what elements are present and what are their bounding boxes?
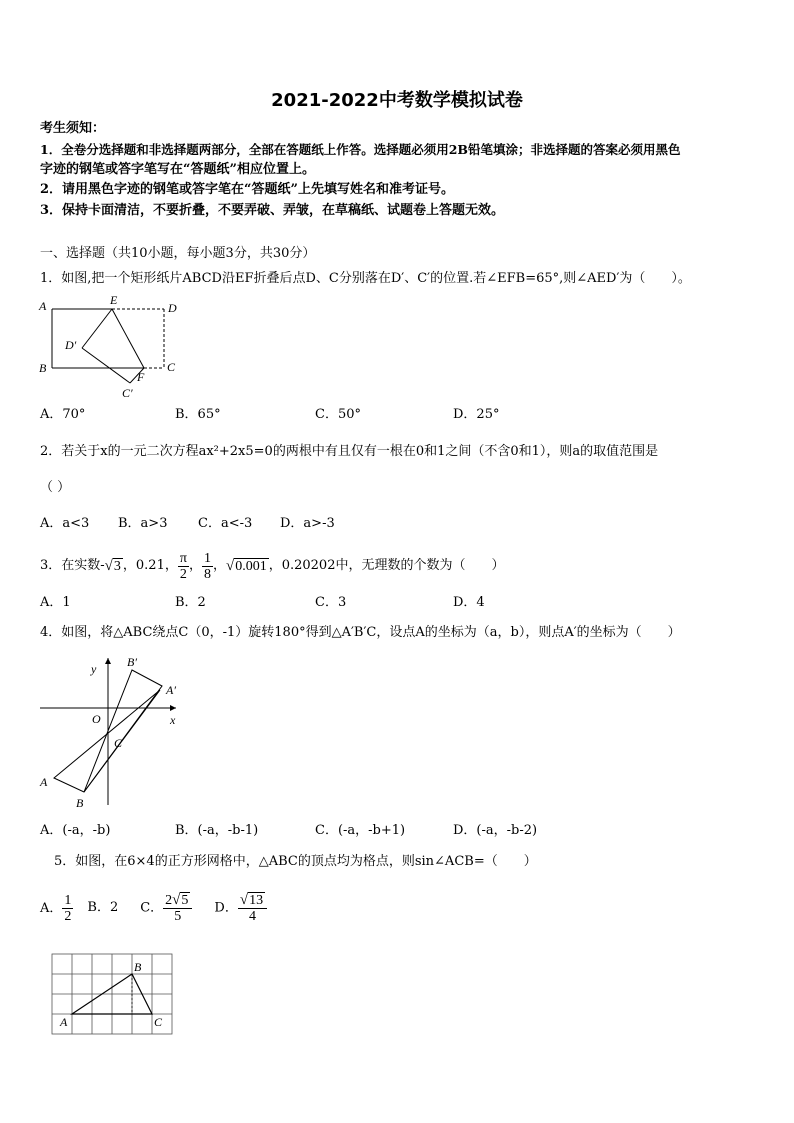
fraction-denominator: 5 (174, 909, 182, 924)
question-5-option-c[interactable] (140, 892, 192, 924)
question-4-figure (36, 650, 186, 810)
fraction-1-over-2 (62, 893, 73, 924)
notice-item-2: 2．请用黑色字迹的钢笔或答字笔在“答题纸”上先填写姓名和准考证号。 (40, 182, 455, 197)
label-C: C (154, 1015, 163, 1029)
label-D: D (168, 301, 177, 315)
sqrt-icon: √ (225, 558, 235, 574)
question-5-grid-figure (46, 948, 186, 1040)
fraction-denominator: 2 (179, 566, 187, 582)
question-5-option-a[interactable] (40, 893, 73, 924)
question-5-option-b[interactable]: B．2 (87, 900, 119, 915)
fraction-1-over-8 (202, 551, 213, 582)
question-2-option-d[interactable]: D．a>-3 (280, 516, 335, 531)
notice-item-3: 3．保持卡面清洁，不要折叠，不要弄破、弄皱，在草稿纸、试题卷上答题无效。 (40, 203, 505, 218)
question-1-stem: 1．如图,把一个矩形纸片ABCD沿EF折叠后点D、C分别落在D′、C′的位置.若∠EFB=65°,则∠AED′为（ ）。 (40, 271, 691, 286)
fraction-sqrt13-over-4 (238, 892, 267, 924)
question-2-stem: 2．若关于x的一元二次方程ax²+2x5=0的两根中有且仅有一根在0和1之间（不含0和1），则a的取值范围是 (40, 444, 659, 459)
label-B: B (39, 361, 47, 375)
question-3-radicand-2: 0.001 (235, 559, 267, 574)
option-a-label: A． (40, 900, 63, 916)
question-1-option-b[interactable]: B．65° (175, 407, 221, 422)
notice-item-1-cont: 字迹的钢笔或答字笔写在“答题纸”相应位置上。 (40, 162, 315, 177)
label-A: A (40, 775, 48, 789)
label-O: O (92, 712, 101, 726)
fraction-numerator: π (179, 550, 187, 566)
question-3-option-d[interactable]: D．4 (453, 595, 485, 610)
radicand: 13 (249, 893, 264, 908)
axis-label-y: y (91, 662, 97, 676)
question-4-option-a[interactable]: A．(-a，-b) (40, 823, 111, 838)
label-C-prime: C′ (122, 386, 133, 400)
page-title: 2021-2022中考数学模拟试卷 (271, 90, 523, 111)
question-1-option-c[interactable]: C．50° (315, 407, 361, 422)
label-A: A (39, 299, 47, 313)
label-C: C (167, 360, 176, 374)
sqrt-icon: √ (239, 892, 249, 908)
question-3-suffix: ，0.20202中，无理数的个数为（ ） (268, 558, 505, 573)
question-4-stem: 4．如图，将△ABC绕点C（0，-1）旋转180°得到△A′B′C，设点A的坐标为（a，b），则点A′的坐标为（ ） (40, 625, 681, 640)
fraction-numerator (163, 892, 192, 909)
label-A: A (60, 1015, 68, 1029)
fraction-numerator: 1 (203, 550, 211, 566)
label-A-prime: A′ (166, 683, 176, 697)
notice-item-1: 1．全卷分选择题和非选择题两部分，全部在答题纸上作答。选择题必须用2B铅笔填涂；非选择题的答案必须用黑色 (40, 142, 681, 157)
question-2-paren: （ ） (40, 480, 71, 495)
question-3-stem (40, 546, 504, 586)
question-2-option-c[interactable]: C．a<-3 (198, 516, 253, 531)
sqrt-icon: √ (172, 892, 181, 908)
question-3-radicand-1: 3 (113, 559, 121, 574)
label-B: B (134, 960, 142, 974)
question-5-option-d[interactable] (214, 892, 267, 924)
notice-heading: 考生须知： (40, 121, 106, 136)
fraction-2sqrt5-over-5 (163, 892, 192, 924)
fraction-denominator: 2 (64, 908, 72, 924)
fraction-pi-over-2 (178, 551, 189, 582)
question-1-option-a[interactable]: A．70° (40, 407, 86, 422)
question-3-option-b[interactable]: B．2 (175, 595, 206, 610)
sqrt-icon: √ (104, 558, 113, 574)
question-4-option-d[interactable]: D．(-a，-b-2) (453, 823, 538, 838)
question-3-sep-2: ， (188, 558, 202, 573)
question-1-figure (36, 293, 186, 403)
label-E: E (110, 293, 118, 307)
fraction-numerator (238, 892, 267, 909)
radicand: 5 (181, 893, 189, 908)
fraction-denominator: 4 (248, 909, 256, 924)
question-2-option-b[interactable]: B．a>3 (118, 516, 168, 531)
fraction-denominator: 8 (203, 566, 211, 582)
question-3-option-c[interactable]: C．3 (315, 595, 347, 610)
option-c-label: C． (140, 900, 164, 916)
question-3-sep-3: ， (212, 558, 226, 573)
question-3-prefix: 3．在实数- (40, 558, 105, 573)
axis-label-x: x (170, 713, 176, 727)
label-B-prime: B′ (127, 655, 137, 669)
question-5-options (40, 888, 267, 928)
label-C: C (114, 736, 123, 750)
question-3-sep-1: ，0.21， (122, 558, 178, 573)
fraction-numerator: 1 (64, 892, 72, 908)
question-4-option-b[interactable]: B．(-a，-b-1) (175, 823, 259, 838)
question-1-option-d[interactable]: D．25° (453, 407, 500, 422)
question-5-stem: 5．如图，在6×4的正方形网格中，△ABC的顶点均为格点，则sin∠ACB=（ ） (54, 854, 537, 869)
question-4-option-c[interactable]: C．(-a，-b+1) (315, 823, 406, 838)
label-D-prime: D′ (65, 338, 77, 352)
label-B: B (76, 796, 84, 810)
question-3-option-a[interactable]: A．1 (40, 595, 71, 610)
section-heading: 一、选择题（共10小题，每小题3分，共30分） (40, 246, 316, 261)
label-F: F (137, 370, 145, 384)
coefficient: 2 (165, 893, 173, 908)
option-d-label: D． (214, 900, 238, 916)
question-2-option-a[interactable]: A．a<3 (40, 516, 90, 531)
